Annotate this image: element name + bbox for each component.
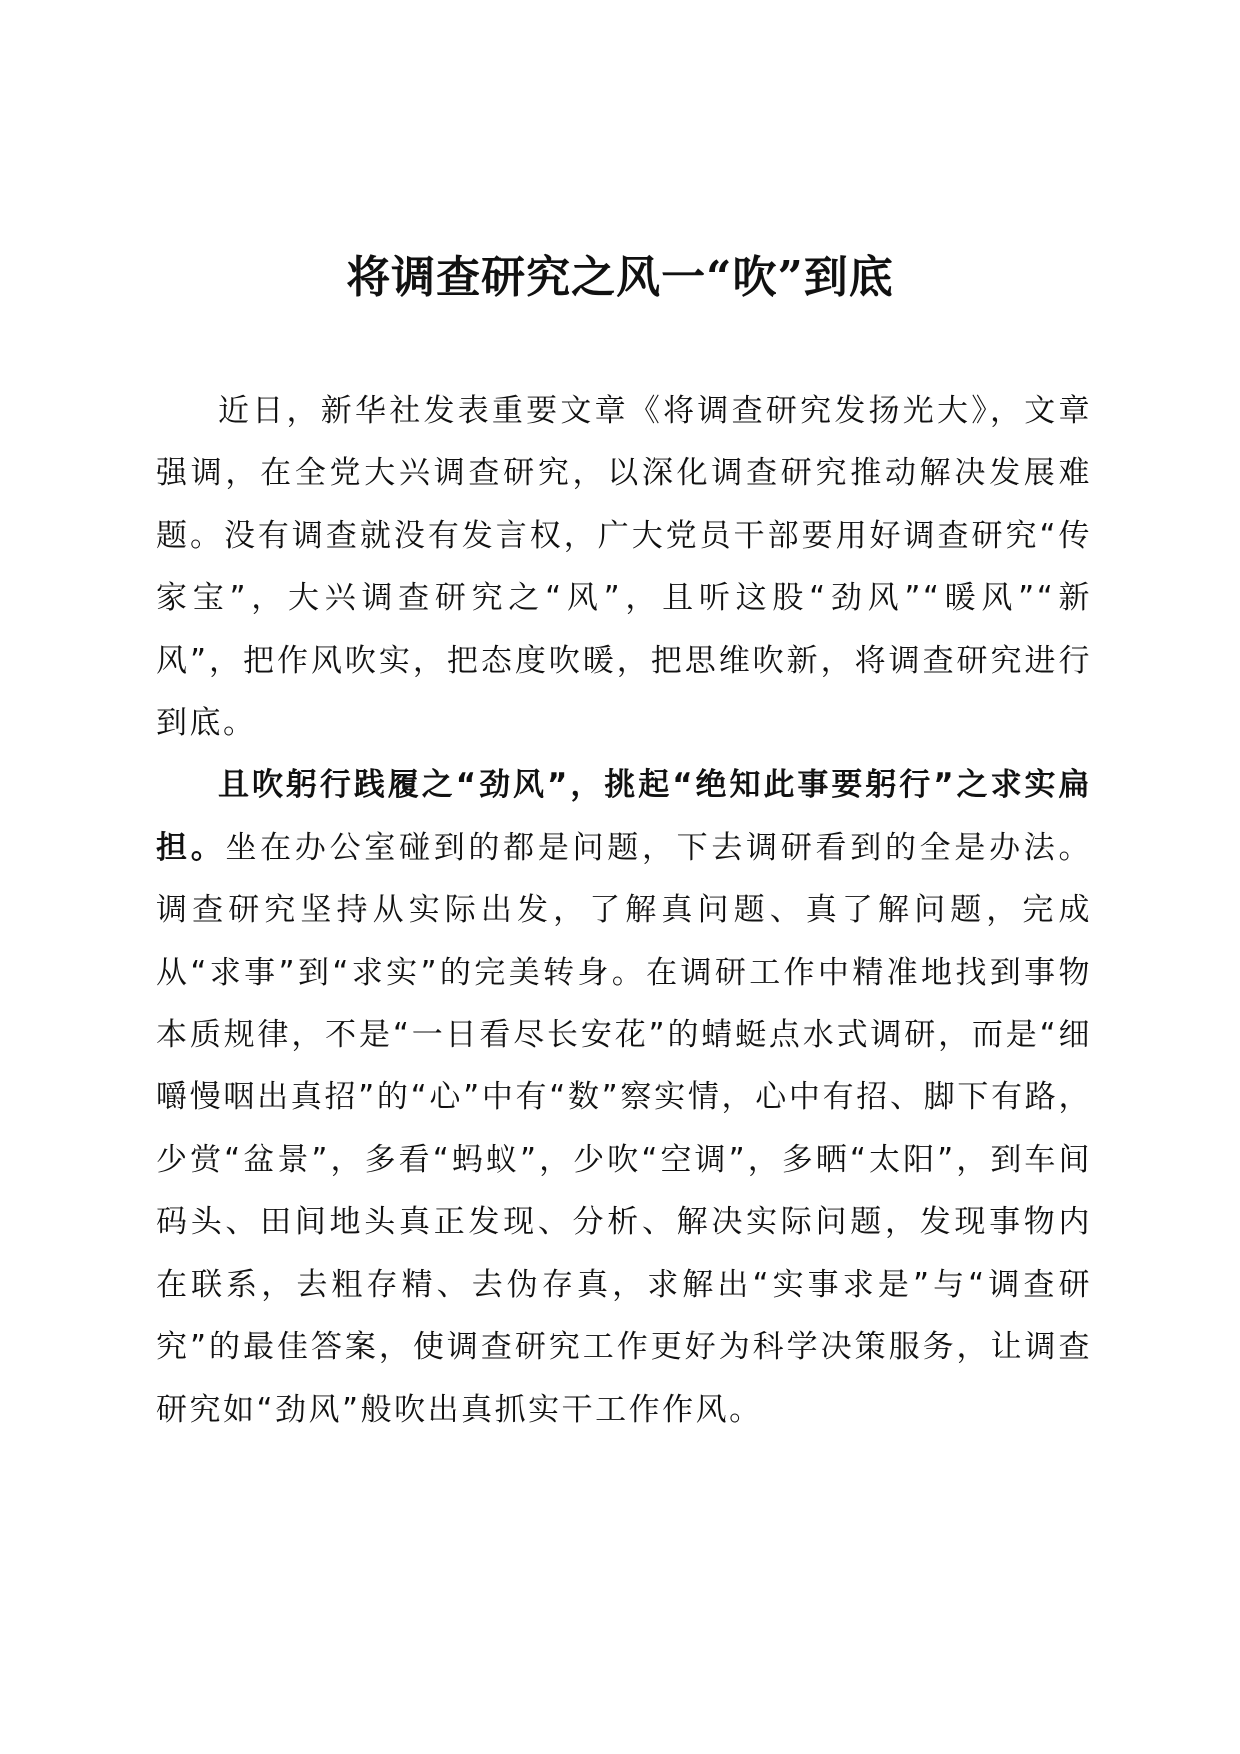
paragraph-text: 坐在办公室碰到的都是问题，下去调研看到的全是办法。调查研究坚持从实际出发，了解真问题、真了解问题，完成从“求事”到“求实”的完美转身。在调研工作中精准地找到事物本质规律，不是“一日看尽长安花”的蜻蜓点水式调研，而是“细嚼慢咽出真招”的“心”中有“数”察实情，心中有招、脚下有路，少赏“盆景”，多看“蚂蚁”，少吹“空调”，多晒“太阳”，到车间码头、田间地头真正发现、分析、解决实际问题，发现事物内在联系，去粗存精、去伪存真，求解出“实事求是”与“调查研究”的最佳答案，使调查研究工作更好为科学决策服务，让调查研究如“劲风”般吹出真抓实干工作作风。	[156, 829, 1093, 1428]
document-body	[156, 380, 1092, 1441]
paragraph-intro	[156, 380, 1092, 754]
paragraph-section-one	[156, 754, 1092, 1440]
document-title: 将调查研究之风一“吹”到底	[346, 252, 894, 303]
paragraph-text: 近日，新华社发表重要文章《将调查研究发扬光大》，文章强调，在全党大兴调查研究，以深化调查研究推动解决发展难题。没有调查就没有发言权，广大党员干部要用好调查研究“传家宝”，大兴调查研究之“风”，且听这股“劲风”“暖风”“新风”，把作风吹实，把态度吹暖，把思维吹新，将调查研究进行到底。	[156, 393, 1092, 742]
paragraph-lead-heading: 且吹躬行践履之“劲风”，挑起“绝知此事要躬行”之求实扁担。	[156, 767, 1092, 866]
